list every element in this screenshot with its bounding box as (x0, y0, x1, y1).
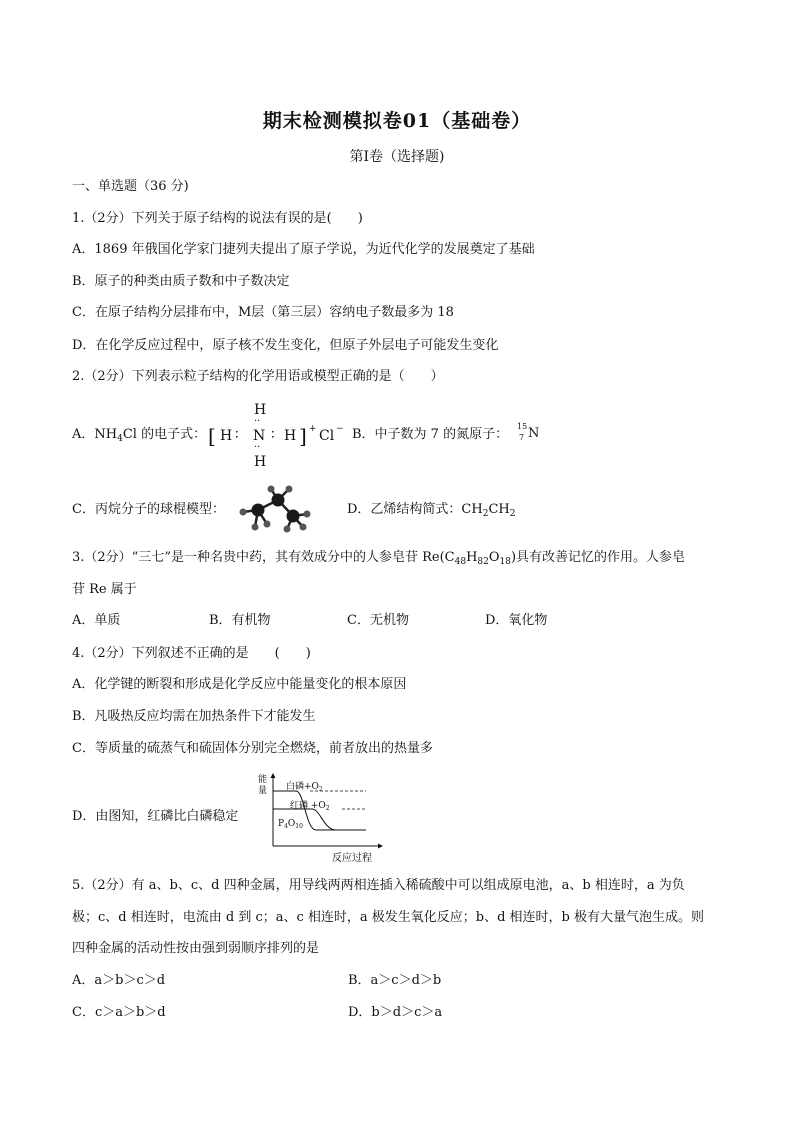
h-bottom: H (254, 454, 267, 470)
red-phosphorus-label (290, 798, 330, 812)
q2-option-d (347, 501, 515, 523)
y-label-1: 能 (258, 775, 268, 785)
q2-a-sub: 4 (117, 434, 123, 444)
q5-line-3: 四种金属的活动性按由强到弱顺序排列的是 (72, 941, 320, 956)
white-label-text: 白磷+O (286, 782, 319, 792)
q3-line1-a: 3.（2分）“三七”是一种名贵中药，其有效成分中的人参皂苷 Re(C (72, 550, 455, 565)
q2-d-text: D．乙烯结构简式：CH (347, 502, 483, 517)
n-center: N (253, 428, 266, 444)
q4-option-d: D．由图知，红磷比白磷稳定 (72, 809, 239, 824)
q2-b-text: B．中子数为 7 的氮原子： (352, 427, 509, 442)
nitrogen-symbol: N (528, 426, 540, 441)
q3-mid1: H (466, 550, 478, 565)
q3-line1-b: )具有改善记忆的作用。人参皂 (510, 550, 686, 565)
mass-number: 15 (517, 422, 528, 431)
q4-stem: 4.（2分）下列叙述不正确的是 ( ) (72, 646, 311, 661)
h-top: H (254, 402, 267, 418)
q2-d-mid: CH (488, 502, 510, 517)
electron-formula: [ H ∶ H ·· N ·· H ∶ H ] + Cl − (208, 402, 344, 470)
energy-diagram (256, 772, 388, 864)
prod-p: P (278, 819, 285, 829)
section-subtitle: 第I卷（选择题) (349, 149, 445, 165)
q3-line-1 (72, 549, 685, 571)
q4-option-b: B．凡吸热反应均需在加热条件下才能发生 (72, 709, 316, 724)
q1-option-c: C．在原子结构分层排布中，M层（第三层）容纳电子数最多为 18 (72, 305, 454, 320)
q3-sub1: 48 (454, 557, 467, 567)
q1-option-a: A．1869 年俄国化学家门捷列夫提出了原子学说，为近代化学的发展奠定了基础 (72, 242, 535, 257)
q3-option-b: B．有机物 (209, 613, 271, 628)
prod-o: O (287, 819, 296, 829)
prod-sub1: 4 (284, 823, 288, 830)
q3-sub2: 82 (477, 557, 489, 567)
q1-option-b: B．原子的种类由质子数和中子数决定 (72, 274, 290, 289)
q5-line-2: 极；c、d 相连时，电流由 d 到 c；a、c 相连时，a 极发生氧化反应；b、d 相连时，b 极有大量气泡生成。则 (72, 910, 705, 925)
q2-a-suffix: Cl 的电子式： (122, 427, 207, 442)
atomic-number: 7 (519, 433, 525, 442)
charge-minus: − (336, 424, 344, 434)
q3-mid2: O (488, 550, 500, 565)
q2-stem: 2.（2分）下列表示粒子结构的化学用语或模型正确的是（ ） (72, 369, 444, 384)
h-left: H (220, 428, 233, 444)
nuclide-notation (517, 422, 543, 448)
white-phosphorus-label (286, 779, 323, 793)
q5-option-d: D．b＞d＞c＞a (348, 1005, 443, 1020)
y-label-2: 量 (258, 786, 268, 796)
propane-ball-stick-model (233, 483, 315, 533)
q1-option-d: D．在化学反应过程中，原子核不发生变化，但原子外层电子可能发生变化 (72, 338, 499, 353)
cl-symbol: Cl (319, 428, 335, 444)
q3-option-c: C．无机物 (347, 613, 409, 628)
q5-option-c: C．c＞a＞b＞d (72, 1005, 166, 1020)
q5-option-b: B．a＞c＞d＞b (348, 973, 442, 988)
q4-option-c: C．等质量的硫蒸气和硫固体分别完全燃烧，前者放出的热量多 (72, 741, 433, 756)
q2-d-sub2: 2 (509, 509, 516, 519)
q4-option-a: A．化学键的断裂和形成是化学反应中能量变化的根本原因 (72, 677, 407, 692)
h-right: H (284, 428, 297, 444)
q5-line-1: 5.（2分）有 a、b、c、d 四种金属，用导线两两相连插入稀硫酸中可以组成原电池，a、b 相连时，a 为负 (72, 878, 685, 893)
red-label-text: 红磷 +O (290, 801, 326, 811)
q2-option-c: C．丙烷分子的球棍模型： (72, 502, 225, 517)
q2-option-b (352, 426, 508, 444)
q3-option-d: D．氧化物 (485, 613, 548, 628)
red-label-sub: 2 (325, 805, 330, 812)
prod-sub2: 10 (295, 823, 303, 830)
q1-stem: 1.（2分）下列关于原子结构的说法有误的是( ) (72, 211, 363, 226)
q3-sub3: 18 (499, 557, 511, 567)
q3-line-2: 苷 Re 属于 (72, 582, 137, 597)
q5-option-a: A．a＞b＞c＞d (72, 973, 166, 988)
q2-a-prefix: A．NH (72, 427, 118, 442)
q3-option-a: A．单质 (72, 613, 121, 628)
x-axis-label: 反应过程 (332, 853, 372, 864)
charge-plus: + (309, 424, 317, 434)
q2-option-a (72, 426, 206, 448)
white-label-sub: 2 (318, 786, 323, 793)
product-label (278, 819, 303, 830)
page-title: 期末检测模拟卷01（基础卷） (262, 110, 532, 132)
section-heading: 一、单选题（36 分) (72, 179, 189, 194)
q2-d-sub1: 2 (482, 509, 489, 519)
